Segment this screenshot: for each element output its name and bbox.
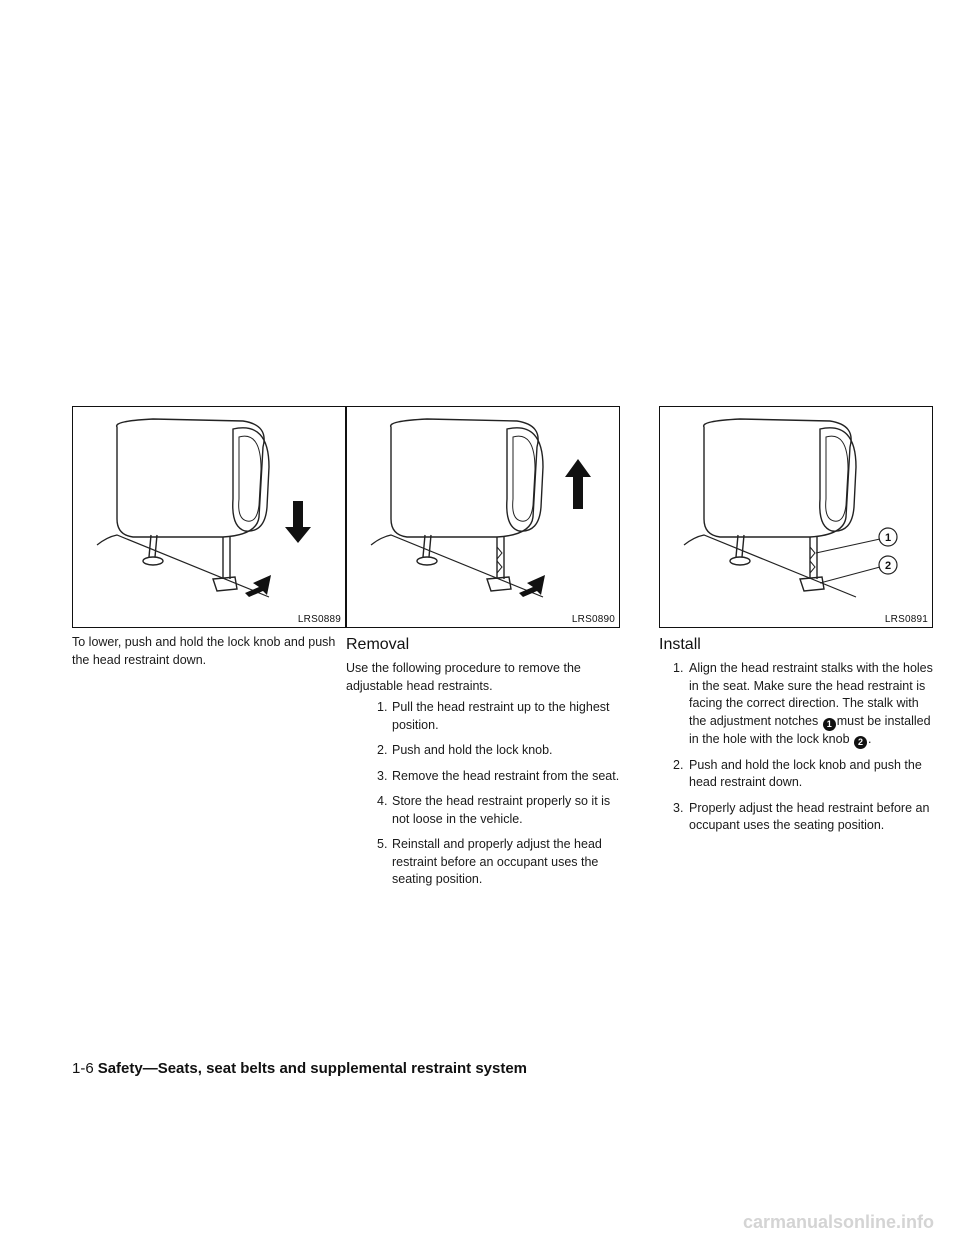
list-item: 5. Reinstall and properly adjust the head restraint before an occupant uses the seating position. xyxy=(377,837,602,886)
lower-instruction: To lower, push and hold the lock knob and push the head restraint down. xyxy=(72,635,336,667)
removal-intro: Use the following procedure to remove the adjustable head restraints. xyxy=(346,661,581,693)
figure-id: LRS0891 xyxy=(884,614,928,625)
watermark: carmanualsonline.info xyxy=(742,1212,934,1232)
figure-id: LRS0889 xyxy=(297,614,341,625)
list-item: 1. Pull the head restraint up to the highest position. xyxy=(377,700,610,732)
arrow-push-icon xyxy=(245,575,271,597)
head-restraint-lower-illustration xyxy=(73,407,347,629)
figure-lower-head-restraint xyxy=(72,406,346,628)
arrow-down-icon xyxy=(285,501,311,543)
removal-heading: Removal xyxy=(346,636,410,653)
head-restraint-install-illustration xyxy=(660,407,934,629)
callout-2-label: 2 xyxy=(884,560,892,572)
callout-1-icon: 1 xyxy=(823,718,836,731)
figure-id: LRS0890 xyxy=(571,614,615,625)
section-title: Safety—Seats, seat belts and supplemental restraint system xyxy=(97,1060,528,1077)
column-1 xyxy=(72,406,346,669)
page-footer xyxy=(72,1060,527,1077)
arrow-push-icon xyxy=(519,575,545,597)
list-item: 3. Properly adjust the head restraint before an occupant uses the seating position. xyxy=(673,800,930,832)
callout-2-icon: 2 xyxy=(854,736,867,749)
arrow-up-icon xyxy=(565,459,591,509)
removal-steps xyxy=(346,699,620,889)
list-item: 2. Push and hold the lock knob and push the head restraint down. xyxy=(673,757,922,789)
list-item: 3. Remove the head restraint from the seat. xyxy=(377,768,620,783)
callout-1-label: 1 xyxy=(884,532,892,544)
page-number: 1-6 xyxy=(72,1060,94,1077)
install-steps xyxy=(659,660,933,835)
column-3 xyxy=(659,406,933,843)
list-item: 4. Store the head restraint properly so it is not loose in the vehicle. xyxy=(377,794,611,826)
head-restraint-removal-illustration xyxy=(347,407,621,629)
figure-raise-head-restraint xyxy=(346,406,620,628)
install-heading: Install xyxy=(659,636,701,653)
column-2 xyxy=(346,406,620,897)
figure-install-head-restraint xyxy=(659,406,933,628)
list-item: 2. Push and hold the lock knob. xyxy=(377,743,553,757)
list-item: 1. Align the head restraint stalks with the holes in the seat. Make sure the head restraint is facing the correct direction. The stalk with the adjustment notches 1 must be installed in the hole with the lock knob 2 . xyxy=(673,661,933,747)
